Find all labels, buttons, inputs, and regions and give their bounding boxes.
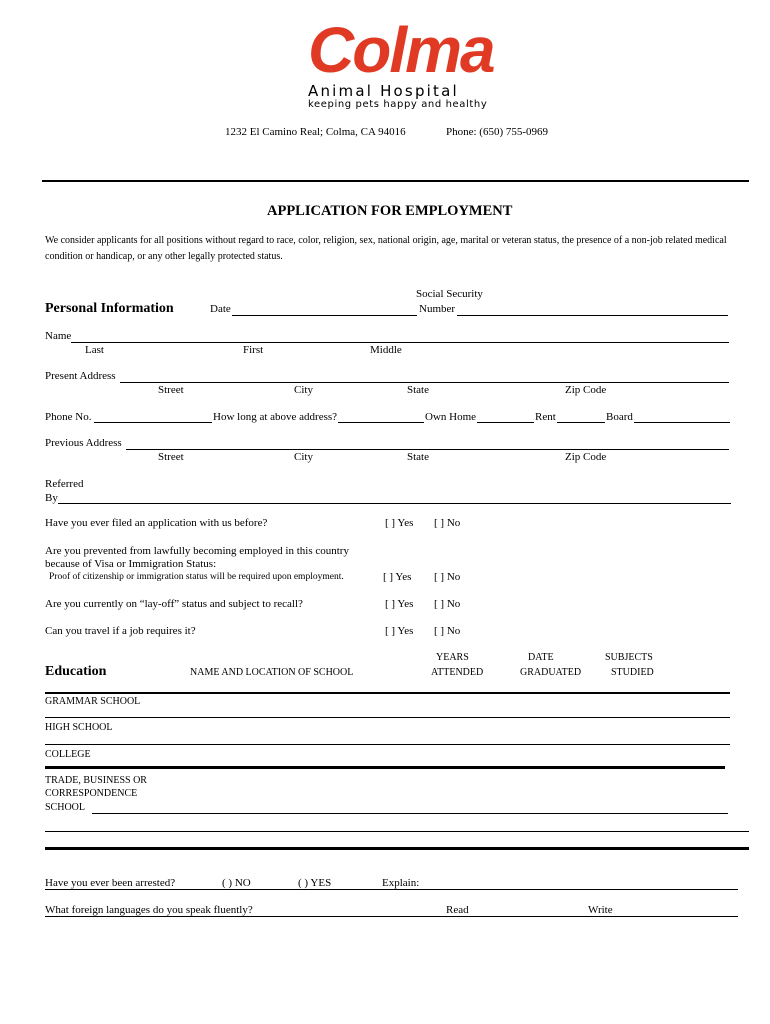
- languages-question: What foreign languages do you speak fluently?: [45, 904, 253, 916]
- page-title: APPLICATION FOR EMPLOYMENT: [267, 203, 513, 219]
- logo-tagline: keeping pets happy and healthy: [308, 99, 488, 110]
- languages-line[interactable]: [45, 916, 738, 917]
- col-subjects-header: SUBJECTS: [605, 652, 653, 663]
- row-college: COLLEGE: [45, 749, 91, 760]
- row-trade-2: CORRESPONDENCE: [45, 788, 138, 799]
- row-grammar-rule[interactable]: [45, 717, 730, 718]
- arrested-line[interactable]: [45, 889, 738, 890]
- name-first-caption: First: [243, 344, 264, 356]
- visa-proof-note: Proof of citizenship or immigration status will be required upon employment.: [49, 572, 344, 582]
- row-trade-rule[interactable]: [92, 813, 728, 814]
- phone-label: Phone No.: [45, 411, 92, 423]
- phone-line: Phone: (650) 755-0969: [446, 126, 549, 138]
- q4-no-checkbox[interactable]: [ ] No: [434, 625, 461, 637]
- prev-city-caption: City: [294, 451, 313, 463]
- question-layoff: Are you currently on “lay-off” status and subject to recall?: [45, 598, 303, 610]
- arrested-yes-option[interactable]: ( ) YES: [298, 877, 332, 889]
- col-years-header-2: ATTENDED: [431, 667, 484, 678]
- education-header-rule: [45, 692, 730, 694]
- col-school-header: NAME AND LOCATION OF SCHOOL: [190, 667, 354, 678]
- referred-by-field[interactable]: [58, 503, 731, 504]
- q1-yes-checkbox[interactable]: [ ] Yes: [385, 517, 414, 529]
- logo-wordmark: Colma: [308, 14, 494, 86]
- question-travel: Can you travel if a job requires it?: [45, 625, 196, 637]
- referred-label: Referred: [45, 478, 84, 490]
- prev-street-caption: Street: [158, 451, 184, 463]
- row-high-rule[interactable]: [45, 744, 730, 745]
- ssn-field[interactable]: [457, 315, 728, 316]
- q4-yes-checkbox[interactable]: [ ] Yes: [385, 625, 414, 637]
- section-heading-personal: Personal Information: [45, 301, 174, 316]
- previous-address-field[interactable]: [126, 449, 729, 450]
- state-caption: State: [407, 384, 429, 396]
- phone-row-field[interactable]: [94, 422, 730, 423]
- col-subjects-header-2: STUDIED: [611, 667, 654, 678]
- date-field[interactable]: [232, 315, 417, 316]
- rent-label: Rent: [535, 411, 556, 423]
- read-label: Read: [446, 904, 469, 916]
- row-trade-1: TRADE, BUSINESS OR: [45, 775, 147, 786]
- own-home-label: Own Home: [425, 411, 477, 423]
- zip-caption: Zip Code: [565, 384, 607, 396]
- name-label: Name: [45, 330, 72, 342]
- arrested-question: Have you ever been arrested?: [45, 877, 176, 889]
- write-label: Write: [588, 904, 613, 916]
- q3-no-checkbox[interactable]: [ ] No: [434, 598, 461, 610]
- q2-no-checkbox[interactable]: [ ] No: [434, 571, 461, 583]
- name-field[interactable]: [71, 342, 729, 343]
- row-grammar-school: GRAMMAR SCHOOL: [45, 696, 141, 707]
- section-heading-education: Education: [45, 664, 107, 679]
- present-address-field[interactable]: [120, 382, 729, 383]
- city-caption: City: [294, 384, 313, 396]
- intro-text: We consider applicants for all positions without regard to race, color, religion, sex, national origin, age, marital or veteran status, the presence of a non-job related medical condition or handicap, or any other legally protected status.: [45, 235, 727, 262]
- section-divider: [45, 831, 749, 832]
- question-visa-line2: because of Visa or Immigration Status:: [45, 558, 217, 570]
- ssn-label-2: Number: [419, 303, 456, 315]
- col-date-header: DATE: [528, 652, 554, 663]
- q1-no-checkbox[interactable]: [ ] No: [434, 517, 461, 529]
- header-rule: [42, 180, 749, 182]
- how-long-label: How long at above address?: [213, 411, 338, 423]
- row-trade-3: SCHOOL: [45, 802, 86, 813]
- q3-yes-checkbox[interactable]: [ ] Yes: [385, 598, 414, 610]
- explain-label: Explain:: [382, 877, 420, 889]
- name-middle-caption: Middle: [370, 344, 402, 356]
- prev-zip-caption: Zip Code: [565, 451, 607, 463]
- row-high-school: HIGH SCHOOL: [45, 722, 113, 733]
- question-visa-line1: Are you prevented from lawfully becoming employed in this country: [45, 545, 349, 557]
- board-label: Board: [606, 411, 633, 423]
- present-address-label: Present Address: [45, 370, 116, 382]
- referred-by-label: By: [45, 492, 58, 504]
- col-years-header: YEARS: [436, 652, 469, 663]
- street-caption: Street: [158, 384, 184, 396]
- address-line: 1232 El Camino Real; Colma, CA 94016: [225, 126, 406, 138]
- date-label: Date: [210, 303, 231, 315]
- arrested-no-option[interactable]: ( ) NO: [222, 877, 251, 889]
- q2-yes-checkbox[interactable]: [ ] Yes: [383, 571, 412, 583]
- name-last-caption: Last: [85, 344, 104, 356]
- prev-state-caption: State: [407, 451, 429, 463]
- ssn-label: Social Security: [416, 288, 483, 300]
- previous-address-label: Previous Address: [45, 437, 122, 449]
- section-divider-thick: [45, 847, 749, 850]
- question-previous-application: Have you ever filed an application with us before?: [45, 517, 268, 529]
- logo-subtitle: Animal Hospital: [308, 82, 459, 100]
- col-date-header-2: GRADUATED: [520, 667, 582, 678]
- row-college-rule[interactable]: [45, 766, 725, 769]
